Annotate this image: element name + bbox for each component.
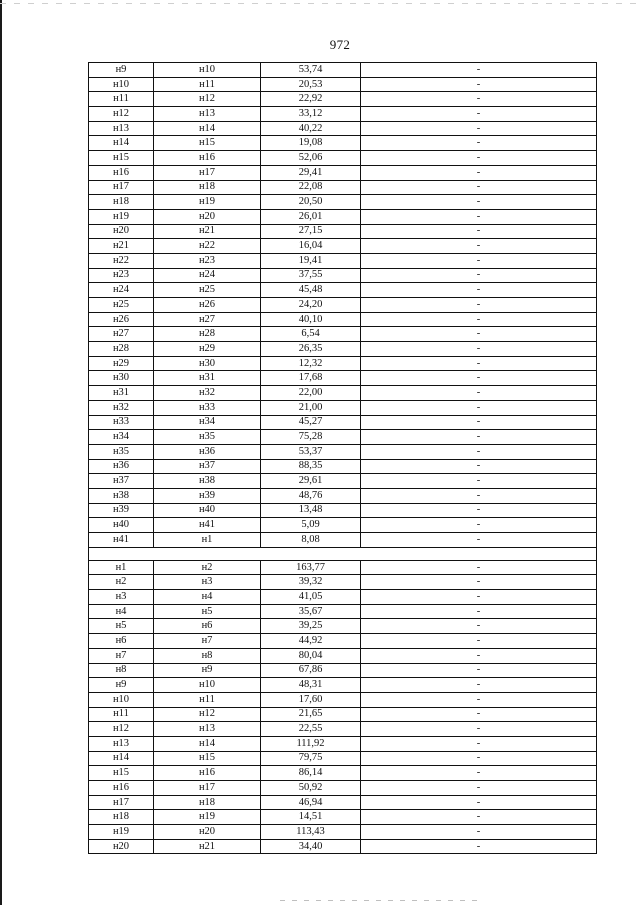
table-row [89, 195, 597, 210]
length-cell: 17,60 [261, 692, 361, 707]
to-point-cell: н17 [154, 781, 261, 796]
length-cell: 35,67 [261, 604, 361, 619]
from-point-cell: н25 [89, 298, 154, 313]
to-point-cell: н35 [154, 430, 261, 445]
from-point-cell: н36 [89, 459, 154, 474]
to-point-cell: н11 [154, 692, 261, 707]
from-point-cell: н22 [89, 253, 154, 268]
note-cell: - [361, 474, 597, 489]
table-row [89, 180, 597, 195]
from-point-cell: н19 [89, 825, 154, 840]
table-row [89, 518, 597, 533]
table-row [89, 707, 597, 722]
to-point-cell: н1 [154, 533, 261, 548]
to-point-cell: н13 [154, 722, 261, 737]
length-cell: 37,55 [261, 268, 361, 283]
note-cell: - [361, 180, 597, 195]
to-point-cell: н23 [154, 253, 261, 268]
length-cell: 27,15 [261, 224, 361, 239]
to-point-cell: н28 [154, 327, 261, 342]
to-point-cell: н10 [154, 678, 261, 693]
length-cell: 80,04 [261, 648, 361, 663]
to-point-cell: н24 [154, 268, 261, 283]
from-point-cell: н13 [89, 121, 154, 136]
length-cell: 67,86 [261, 663, 361, 678]
table-row [89, 839, 597, 854]
table-body [89, 63, 597, 854]
table-row [89, 151, 597, 166]
from-point-cell: н9 [89, 678, 154, 693]
note-cell: - [361, 327, 597, 342]
length-cell: 26,35 [261, 342, 361, 357]
length-cell: 33,12 [261, 107, 361, 122]
length-cell: 22,92 [261, 92, 361, 107]
length-cell: 45,27 [261, 415, 361, 430]
table-row [89, 459, 597, 474]
note-cell: - [361, 533, 597, 548]
length-cell: 52,06 [261, 151, 361, 166]
to-point-cell: н12 [154, 92, 261, 107]
table-row [89, 63, 597, 78]
note-cell: - [361, 634, 597, 649]
table-row [89, 488, 597, 503]
table-row [89, 722, 597, 737]
table-row [89, 751, 597, 766]
to-point-cell: н5 [154, 604, 261, 619]
to-point-cell: н21 [154, 839, 261, 854]
note-cell: - [361, 678, 597, 693]
table-row [89, 283, 597, 298]
to-point-cell: н16 [154, 151, 261, 166]
note-cell: - [361, 825, 597, 840]
from-point-cell: н35 [89, 444, 154, 459]
to-point-cell: н29 [154, 342, 261, 357]
length-cell: 48,31 [261, 678, 361, 693]
to-point-cell: н33 [154, 400, 261, 415]
to-point-cell: н15 [154, 751, 261, 766]
note-cell: - [361, 839, 597, 854]
to-point-cell: н3 [154, 575, 261, 590]
to-point-cell: н15 [154, 136, 261, 151]
from-point-cell: н8 [89, 663, 154, 678]
table-row [89, 736, 597, 751]
page-number: 972 [329, 37, 351, 52]
length-cell: 53,74 [261, 63, 361, 78]
note-cell: - [361, 312, 597, 327]
length-cell: 22,55 [261, 722, 361, 737]
table-row [89, 386, 597, 401]
from-point-cell: н23 [89, 268, 154, 283]
table-row [89, 224, 597, 239]
to-point-cell: н41 [154, 518, 261, 533]
table-row [89, 165, 597, 180]
length-cell: 88,35 [261, 459, 361, 474]
from-point-cell: н30 [89, 371, 154, 386]
to-point-cell: н40 [154, 503, 261, 518]
table-row [89, 136, 597, 151]
length-cell: 29,61 [261, 474, 361, 489]
from-point-cell: н41 [89, 533, 154, 548]
from-point-cell: н16 [89, 781, 154, 796]
length-cell: 39,32 [261, 575, 361, 590]
from-point-cell: н17 [89, 180, 154, 195]
length-cell: 19,08 [261, 136, 361, 151]
note-cell: - [361, 342, 597, 357]
from-point-cell: н9 [89, 63, 154, 78]
table-row [89, 239, 597, 254]
note-cell: - [361, 386, 597, 401]
length-cell: 17,68 [261, 371, 361, 386]
note-cell: - [361, 356, 597, 371]
from-point-cell: н39 [89, 503, 154, 518]
note-cell: - [361, 151, 597, 166]
to-point-cell: н26 [154, 298, 261, 313]
note-cell: - [361, 692, 597, 707]
to-point-cell: н18 [154, 795, 261, 810]
to-point-cell: н16 [154, 766, 261, 781]
length-cell: 19,41 [261, 253, 361, 268]
note-cell: - [361, 781, 597, 796]
scan-artifact-bottom [280, 900, 480, 901]
length-cell: 79,75 [261, 751, 361, 766]
to-point-cell: н36 [154, 444, 261, 459]
note-cell: - [361, 503, 597, 518]
length-cell: 6,54 [261, 327, 361, 342]
to-point-cell: н14 [154, 736, 261, 751]
note-cell: - [361, 736, 597, 751]
from-point-cell: н20 [89, 224, 154, 239]
to-point-cell: н14 [154, 121, 261, 136]
from-point-cell: н32 [89, 400, 154, 415]
note-cell: - [361, 283, 597, 298]
from-point-cell: н6 [89, 634, 154, 649]
from-point-cell: н27 [89, 327, 154, 342]
note-cell: - [361, 77, 597, 92]
to-point-cell: н22 [154, 239, 261, 254]
from-point-cell: н14 [89, 136, 154, 151]
note-cell: - [361, 268, 597, 283]
length-cell: 40,10 [261, 312, 361, 327]
from-point-cell: н11 [89, 707, 154, 722]
to-point-cell: н9 [154, 663, 261, 678]
note-cell: - [361, 459, 597, 474]
to-point-cell: н39 [154, 488, 261, 503]
table-row [89, 342, 597, 357]
from-point-cell: н31 [89, 386, 154, 401]
from-point-cell: н20 [89, 839, 154, 854]
to-point-cell: н34 [154, 415, 261, 430]
to-point-cell: н2 [154, 560, 261, 575]
table-row [89, 678, 597, 693]
length-cell: 34,40 [261, 839, 361, 854]
length-cell: 14,51 [261, 810, 361, 825]
note-cell: - [361, 444, 597, 459]
note-cell: - [361, 560, 597, 575]
table-row [89, 92, 597, 107]
note-cell: - [361, 810, 597, 825]
from-point-cell: н15 [89, 151, 154, 166]
table-row [89, 474, 597, 489]
from-point-cell: н7 [89, 648, 154, 663]
length-cell: 53,37 [261, 444, 361, 459]
to-point-cell: н31 [154, 371, 261, 386]
length-cell: 13,48 [261, 503, 361, 518]
table-row [89, 107, 597, 122]
table-row [89, 648, 597, 663]
from-point-cell: н21 [89, 239, 154, 254]
note-cell: - [361, 575, 597, 590]
table-row [89, 209, 597, 224]
length-cell: 44,92 [261, 634, 361, 649]
table-row [89, 810, 597, 825]
from-point-cell: н2 [89, 575, 154, 590]
note-cell: - [361, 663, 597, 678]
from-point-cell: н40 [89, 518, 154, 533]
length-cell: 75,28 [261, 430, 361, 445]
to-point-cell: н7 [154, 634, 261, 649]
to-point-cell: н19 [154, 195, 261, 210]
to-point-cell: н17 [154, 165, 261, 180]
length-cell: 22,00 [261, 386, 361, 401]
note-cell: - [361, 239, 597, 254]
to-point-cell: н6 [154, 619, 261, 634]
note-cell: - [361, 400, 597, 415]
table-row [89, 371, 597, 386]
to-point-cell: н8 [154, 648, 261, 663]
table-row [89, 575, 597, 590]
page-edge [0, 0, 2, 905]
to-point-cell: н38 [154, 474, 261, 489]
note-cell: - [361, 590, 597, 605]
from-point-cell: н5 [89, 619, 154, 634]
to-point-cell: н10 [154, 63, 261, 78]
from-point-cell: н16 [89, 165, 154, 180]
length-cell: 86,14 [261, 766, 361, 781]
note-cell: - [361, 107, 597, 122]
note-cell: - [361, 488, 597, 503]
from-point-cell: н28 [89, 342, 154, 357]
table-row [89, 766, 597, 781]
note-cell: - [361, 430, 597, 445]
length-cell: 8,08 [261, 533, 361, 548]
table-row [89, 298, 597, 313]
table-row [89, 590, 597, 605]
from-point-cell: н12 [89, 722, 154, 737]
from-point-cell: н37 [89, 474, 154, 489]
note-cell: - [361, 707, 597, 722]
table-row [89, 663, 597, 678]
length-cell: 5,09 [261, 518, 361, 533]
to-point-cell: н11 [154, 77, 261, 92]
from-point-cell: н19 [89, 209, 154, 224]
from-point-cell: н38 [89, 488, 154, 503]
from-point-cell: н3 [89, 590, 154, 605]
from-point-cell: н11 [89, 92, 154, 107]
length-cell: 163,77 [261, 560, 361, 575]
length-cell: 24,20 [261, 298, 361, 313]
table-row [89, 825, 597, 840]
from-point-cell: н13 [89, 736, 154, 751]
section-separator-cell [89, 547, 597, 560]
from-point-cell: н1 [89, 560, 154, 575]
length-cell: 20,53 [261, 77, 361, 92]
to-point-cell: н37 [154, 459, 261, 474]
note-cell: - [361, 619, 597, 634]
to-point-cell: н20 [154, 209, 261, 224]
table-row [89, 430, 597, 445]
table-row [89, 795, 597, 810]
note-cell: - [361, 224, 597, 239]
to-point-cell: н20 [154, 825, 261, 840]
table-row [89, 415, 597, 430]
note-cell: - [361, 298, 597, 313]
note-cell: - [361, 92, 597, 107]
to-point-cell: н19 [154, 810, 261, 825]
length-cell: 21,00 [261, 400, 361, 415]
from-point-cell: н10 [89, 77, 154, 92]
note-cell: - [361, 121, 597, 136]
table-row [89, 604, 597, 619]
note-cell: - [361, 751, 597, 766]
length-cell: 22,08 [261, 180, 361, 195]
to-point-cell: н27 [154, 312, 261, 327]
note-cell: - [361, 195, 597, 210]
table-row [89, 253, 597, 268]
note-cell: - [361, 722, 597, 737]
note-cell: - [361, 415, 597, 430]
table-row [89, 312, 597, 327]
note-cell: - [361, 648, 597, 663]
note-cell: - [361, 63, 597, 78]
length-cell: 40,22 [261, 121, 361, 136]
length-cell: 41,05 [261, 590, 361, 605]
length-cell: 21,65 [261, 707, 361, 722]
note-cell: - [361, 136, 597, 151]
to-point-cell: н21 [154, 224, 261, 239]
length-cell: 111,92 [261, 736, 361, 751]
from-point-cell: н17 [89, 795, 154, 810]
to-point-cell: н12 [154, 707, 261, 722]
to-point-cell: н30 [154, 356, 261, 371]
note-cell: - [361, 165, 597, 180]
table-row [89, 268, 597, 283]
from-point-cell: н24 [89, 283, 154, 298]
length-cell: 12,32 [261, 356, 361, 371]
from-point-cell: н12 [89, 107, 154, 122]
table-row [89, 560, 597, 575]
length-cell: 16,04 [261, 239, 361, 254]
section-separator-row [89, 547, 597, 560]
table-row [89, 781, 597, 796]
length-cell: 113,43 [261, 825, 361, 840]
from-point-cell: н15 [89, 766, 154, 781]
note-cell: - [361, 766, 597, 781]
length-cell: 26,01 [261, 209, 361, 224]
table-row [89, 503, 597, 518]
from-point-cell: н14 [89, 751, 154, 766]
from-point-cell: н34 [89, 430, 154, 445]
table-row [89, 444, 597, 459]
to-point-cell: н18 [154, 180, 261, 195]
from-point-cell: н18 [89, 810, 154, 825]
table-row [89, 327, 597, 342]
from-point-cell: н4 [89, 604, 154, 619]
from-point-cell: н29 [89, 356, 154, 371]
length-cell: 39,25 [261, 619, 361, 634]
to-point-cell: н25 [154, 283, 261, 298]
length-cell: 29,41 [261, 165, 361, 180]
table-row [89, 634, 597, 649]
table-row [89, 692, 597, 707]
table-row [89, 356, 597, 371]
table-row [89, 121, 597, 136]
note-cell: - [361, 795, 597, 810]
from-point-cell: н18 [89, 195, 154, 210]
length-cell: 46,94 [261, 795, 361, 810]
length-cell: 50,92 [261, 781, 361, 796]
to-point-cell: н32 [154, 386, 261, 401]
length-cell: 20,50 [261, 195, 361, 210]
from-point-cell: н26 [89, 312, 154, 327]
from-point-cell: н33 [89, 415, 154, 430]
to-point-cell: н4 [154, 590, 261, 605]
table-row [89, 533, 597, 548]
note-cell: - [361, 209, 597, 224]
from-point-cell: н10 [89, 692, 154, 707]
note-cell: - [361, 253, 597, 268]
scan-artifact-top [0, 3, 640, 4]
boundary-segments-table [88, 62, 597, 854]
table-row [89, 400, 597, 415]
table-row [89, 619, 597, 634]
note-cell: - [361, 371, 597, 386]
note-cell: - [361, 604, 597, 619]
note-cell: - [361, 518, 597, 533]
length-cell: 48,76 [261, 488, 361, 503]
length-cell: 45,48 [261, 283, 361, 298]
table-row [89, 77, 597, 92]
to-point-cell: н13 [154, 107, 261, 122]
